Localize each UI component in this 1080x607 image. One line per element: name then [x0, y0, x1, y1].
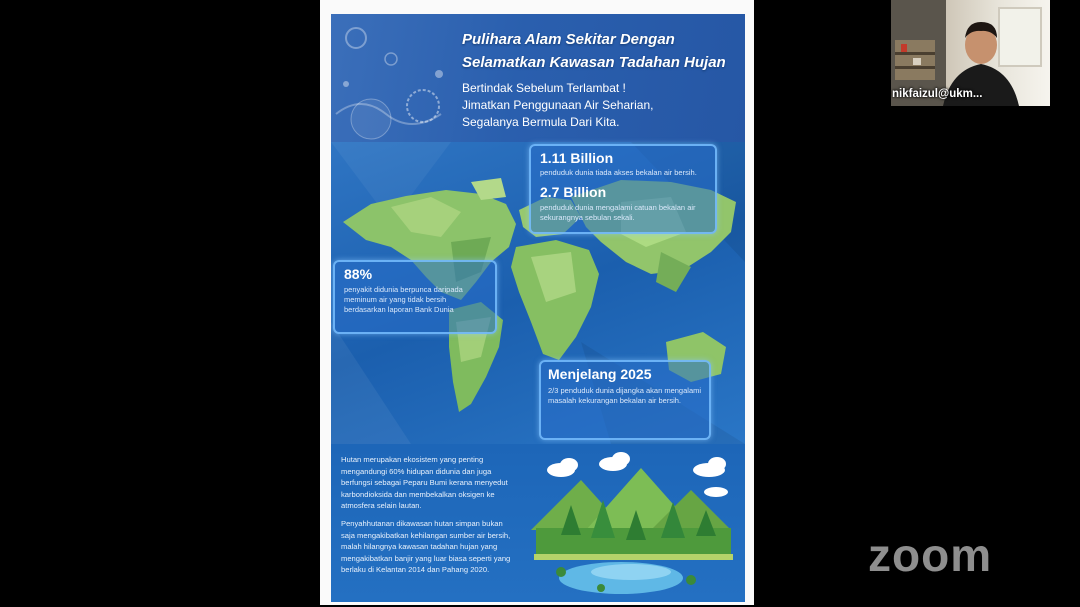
stat-1-text: penduduk dunia tiada akses bekalan air bersih. [540, 168, 697, 177]
stat-3-value: 88% [344, 266, 373, 282]
infographic-poster [331, 14, 745, 602]
forest-landscape-illustration [531, 450, 736, 598]
stat-card-water-access [529, 144, 717, 234]
participant-name-label: nikfaizul@ukm... [892, 88, 983, 100]
stat-card-disease [333, 260, 497, 334]
title-line-2: Selamatkan Kawasan Tadahan Hujan [462, 54, 726, 71]
poster-header [331, 14, 745, 142]
forest-section [331, 444, 745, 602]
title-line-1: Pulihara Alam Sekitar Dengan [462, 31, 675, 48]
participant-video-tile[interactable] [891, 0, 1050, 106]
stat-1-value: 1.11 Billion [540, 150, 614, 166]
zoom-logo: zoom [868, 529, 993, 581]
poster-title [462, 28, 742, 74]
poster-subtitle [462, 80, 742, 131]
world-map-section [331, 142, 745, 444]
stat-card-2025 [539, 360, 711, 440]
subtitle-line-3: Segalanya Bermula Dari Kita. [462, 115, 620, 129]
shared-screen-page [320, 0, 754, 605]
water-drops-graphic [331, 14, 461, 142]
paragraph-forest: Hutan merupakan ekosistem yang penting mengandungi 60% hidupan didunia dan juga berfungsi sebagai Peparu Bumi kerana menyedut karbondioksida dan membekalkan oksigen ke atmosfera selain lautan. [341, 455, 508, 510]
stat-3-text: penyakit didunia berpunca daripada meminum air yang tidak bersih berdasarkan laporan Bank Dunia [344, 285, 463, 314]
stat-4-text: 2/3 penduduk dunia dijangka akan mengalami masalah kekurangan bekalan air bersih. [548, 386, 702, 405]
subtitle-line-2: Jimatkan Penggunaan Air Seharian, [462, 98, 654, 112]
stat-2-text: penduduk dunia mengalami catuan bekalan air sekurangnya sebulan sekali. [540, 203, 696, 222]
stat-4-value: Menjelang 2025 [548, 366, 652, 382]
stat-2-value: 2.7 Billion [540, 184, 607, 200]
subtitle-line-1: Bertindak Sebelum Terlambat ! [462, 81, 626, 95]
paragraph-deforestation: Penyahhutanan dikawasan hutan simpan bukan saja mengakibatkan kehilangan sumber air bersih, malah hilangnya kawasan tadahan hujan yang mengakibatkan banjir yang luar biasa seperti yang berlaku di Kelantan 2014 dan Pahang 2020. [341, 519, 511, 574]
